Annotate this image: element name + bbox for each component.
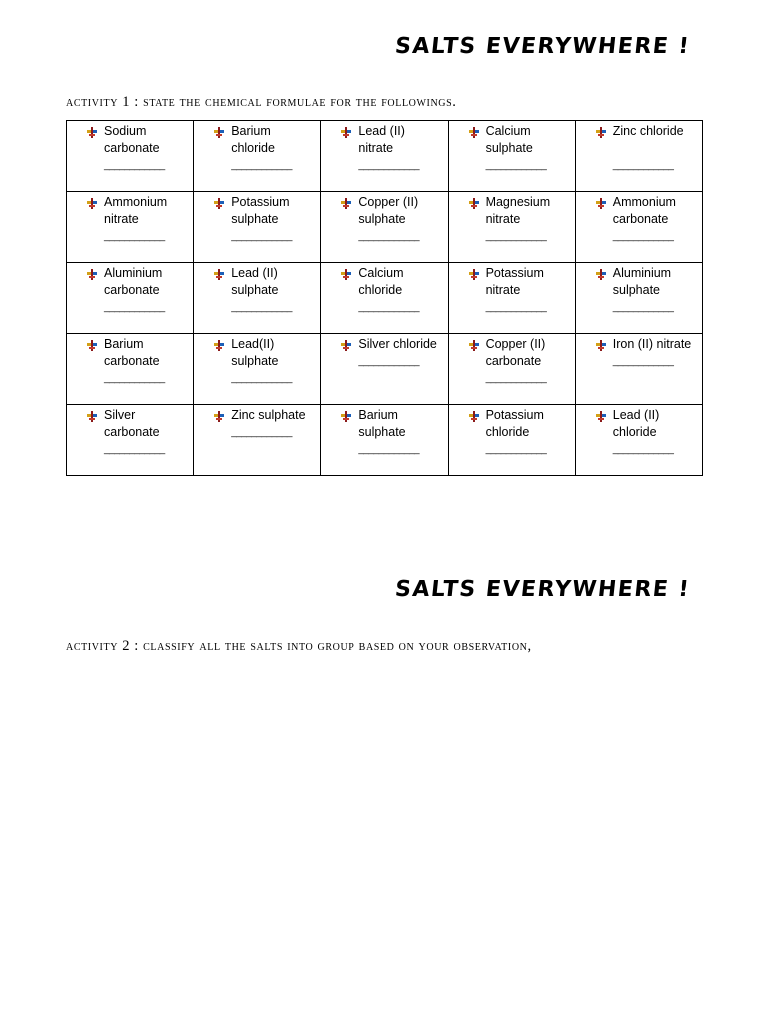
table-row bbox=[67, 263, 703, 334]
salt-name-line-1: Aluminium bbox=[612, 266, 672, 280]
answer-blank: ____________ bbox=[231, 302, 292, 313]
salt-name-line-1: Potassium bbox=[485, 266, 544, 280]
answer-blank: ____________ bbox=[612, 444, 674, 455]
answer-blank: ____________ bbox=[485, 160, 547, 171]
colorful-bullet-icon bbox=[214, 410, 224, 421]
salt-name-line-1: Calcium bbox=[485, 124, 531, 138]
salt-name-line-2: chloride bbox=[358, 283, 403, 297]
salt-name-line-1: Iron (II) nitrate bbox=[612, 337, 692, 351]
answer-blank: ____________ bbox=[612, 302, 674, 313]
answer-blank: ____________ bbox=[358, 444, 420, 455]
salt-cell bbox=[321, 192, 448, 263]
colorful-bullet-icon bbox=[469, 410, 479, 421]
colorful-bullet-icon bbox=[87, 126, 97, 137]
salt-name-line-2: sulphate bbox=[358, 425, 406, 439]
answer-blank: ____________ bbox=[612, 231, 674, 242]
salt-cell bbox=[67, 121, 194, 192]
salt-name-line-2: chloride bbox=[485, 425, 530, 439]
salt-name-line-2: sulphate bbox=[485, 141, 533, 155]
salt-cell bbox=[194, 405, 321, 476]
salt-cell bbox=[575, 121, 702, 192]
answer-blank: ____________ bbox=[231, 160, 292, 171]
table-row bbox=[67, 334, 703, 405]
salt-name-line-1: Copper (II) bbox=[358, 195, 419, 209]
salt-name-line-2: sulphate bbox=[231, 283, 279, 297]
answer-blank: ____________ bbox=[231, 373, 292, 384]
salt-cell bbox=[194, 263, 321, 334]
salt-cell bbox=[448, 192, 575, 263]
salt-name-line-1: Zinc sulphate bbox=[231, 408, 306, 422]
answer-blank: ____________ bbox=[358, 356, 420, 367]
colorful-bullet-icon bbox=[214, 126, 224, 137]
activity-1-instruction: activity 1 : state the chemical formulae for the followings. bbox=[66, 94, 457, 110]
salt-cell bbox=[194, 121, 321, 192]
salt-name-line-1: Zinc chloride bbox=[612, 124, 684, 138]
salt-name-line-1: Lead(II) bbox=[231, 337, 275, 351]
salt-name-line-2: sulphate bbox=[231, 212, 279, 226]
salt-name-line-1: Barium bbox=[231, 124, 271, 138]
table-row bbox=[67, 405, 703, 476]
salt-cell bbox=[575, 334, 702, 405]
salt-name-line-1: Lead (II) bbox=[358, 124, 405, 138]
answer-blank: ____________ bbox=[104, 302, 165, 313]
colorful-bullet-icon bbox=[214, 339, 224, 350]
salt-cell bbox=[575, 405, 702, 476]
salt-name-line-2 bbox=[613, 140, 698, 157]
colorful-bullet-icon bbox=[87, 339, 97, 350]
colorful-bullet-icon bbox=[596, 410, 606, 421]
answer-blank: ____________ bbox=[104, 373, 165, 384]
colorful-bullet-icon bbox=[469, 197, 479, 208]
colorful-bullet-icon bbox=[341, 126, 351, 137]
salt-name-line-1: Calcium bbox=[358, 266, 404, 280]
salt-name-line-2: carbonate bbox=[485, 354, 542, 368]
answer-blank: ____________ bbox=[612, 356, 674, 367]
answer-blank: ____________ bbox=[358, 231, 420, 242]
salt-cell bbox=[448, 263, 575, 334]
salt-name-line-1: Potassium bbox=[485, 408, 544, 422]
colorful-bullet-icon bbox=[469, 339, 479, 350]
salt-name-line-2: carbonate bbox=[104, 283, 160, 297]
colorful-bullet-icon bbox=[87, 268, 97, 279]
salt-cell bbox=[575, 263, 702, 334]
salt-cell bbox=[448, 405, 575, 476]
salt-name-line-1: Silver bbox=[104, 408, 136, 422]
salt-cell bbox=[67, 334, 194, 405]
colorful-bullet-icon bbox=[596, 197, 606, 208]
colorful-bullet-icon bbox=[596, 339, 606, 350]
salt-name-line-2: sulphate bbox=[358, 212, 406, 226]
answer-blank: ____________ bbox=[485, 302, 547, 313]
salt-name-line-1: Lead (II) bbox=[612, 408, 660, 422]
salt-name-line-1: Sodium bbox=[104, 124, 147, 138]
colorful-bullet-icon bbox=[341, 410, 351, 421]
salt-name-line-1: Ammonium bbox=[612, 195, 676, 209]
activity-2-instruction: activity 2 : classify all the salts into group based on your observation, bbox=[66, 638, 532, 654]
salt-cell bbox=[67, 263, 194, 334]
colorful-bullet-icon bbox=[341, 339, 351, 350]
answer-blank: ____________ bbox=[104, 160, 165, 171]
salt-name-line-1: Barium bbox=[358, 408, 398, 422]
colorful-bullet-icon bbox=[214, 268, 224, 279]
answer-blank: ____________ bbox=[104, 231, 165, 242]
salt-name-line-2: chloride bbox=[612, 425, 657, 439]
answer-blank: ____________ bbox=[485, 444, 547, 455]
salt-name-line-2: carbonate bbox=[612, 212, 669, 226]
colorful-bullet-icon bbox=[596, 126, 606, 137]
salt-name-line-2: nitrate bbox=[485, 212, 521, 226]
page-title-2: SALTS EVERYWHERE ! bbox=[393, 577, 692, 602]
answer-blank: ____________ bbox=[358, 160, 420, 171]
answer-blank: ____________ bbox=[612, 160, 674, 171]
salt-name-line-2: sulphate bbox=[231, 354, 279, 368]
salt-cell bbox=[194, 192, 321, 263]
salt-name-line-2: carbonate bbox=[104, 425, 160, 439]
colorful-bullet-icon bbox=[341, 197, 351, 208]
colorful-bullet-icon bbox=[469, 126, 479, 137]
table-row bbox=[67, 121, 703, 192]
salt-cell bbox=[67, 192, 194, 263]
salt-name-line-2: carbonate bbox=[104, 354, 160, 368]
salt-name-line-2: nitrate bbox=[485, 283, 521, 297]
salt-cell bbox=[321, 405, 448, 476]
salt-cell bbox=[67, 405, 194, 476]
salt-cell bbox=[321, 121, 448, 192]
salt-cell bbox=[321, 334, 448, 405]
salt-name-line-1: Aluminium bbox=[104, 266, 163, 280]
salt-name-line-1: Lead (II) bbox=[231, 266, 278, 280]
salt-name-line-2: nitrate bbox=[104, 212, 139, 226]
salt-name-line-2: nitrate bbox=[358, 141, 394, 155]
salt-cell bbox=[575, 192, 702, 263]
salt-name-line-1: Copper (II) bbox=[485, 337, 546, 351]
answer-blank: ____________ bbox=[231, 427, 292, 438]
colorful-bullet-icon bbox=[214, 197, 224, 208]
salt-name-line-1: Barium bbox=[104, 337, 144, 351]
salt-name-line-2: carbonate bbox=[104, 141, 160, 155]
salt-cell bbox=[448, 334, 575, 405]
salt-name-line-1: Potassium bbox=[231, 195, 290, 209]
salt-cell bbox=[448, 121, 575, 192]
colorful-bullet-icon bbox=[87, 410, 97, 421]
salt-formula-table bbox=[66, 120, 703, 476]
colorful-bullet-icon bbox=[596, 268, 606, 279]
colorful-bullet-icon bbox=[87, 197, 97, 208]
answer-blank: ____________ bbox=[104, 444, 165, 455]
salt-name-line-1: Ammonium bbox=[104, 195, 168, 209]
answer-blank: ____________ bbox=[485, 373, 547, 384]
page-title: SALTS EVERYWHERE ! bbox=[393, 34, 692, 59]
colorful-bullet-icon bbox=[469, 268, 479, 279]
salt-cell bbox=[194, 334, 321, 405]
salt-name-line-2: sulphate bbox=[612, 283, 661, 297]
answer-blank: ____________ bbox=[358, 302, 420, 313]
answer-blank: ____________ bbox=[231, 231, 292, 242]
colorful-bullet-icon bbox=[341, 268, 351, 279]
salt-name-line-1: Silver chloride bbox=[358, 337, 437, 351]
table-row bbox=[67, 192, 703, 263]
answer-blank: ____________ bbox=[485, 231, 547, 242]
salt-name-line-2: chloride bbox=[231, 141, 275, 155]
salt-cell bbox=[321, 263, 448, 334]
salt-name-line-1: Magnesium bbox=[485, 195, 551, 209]
